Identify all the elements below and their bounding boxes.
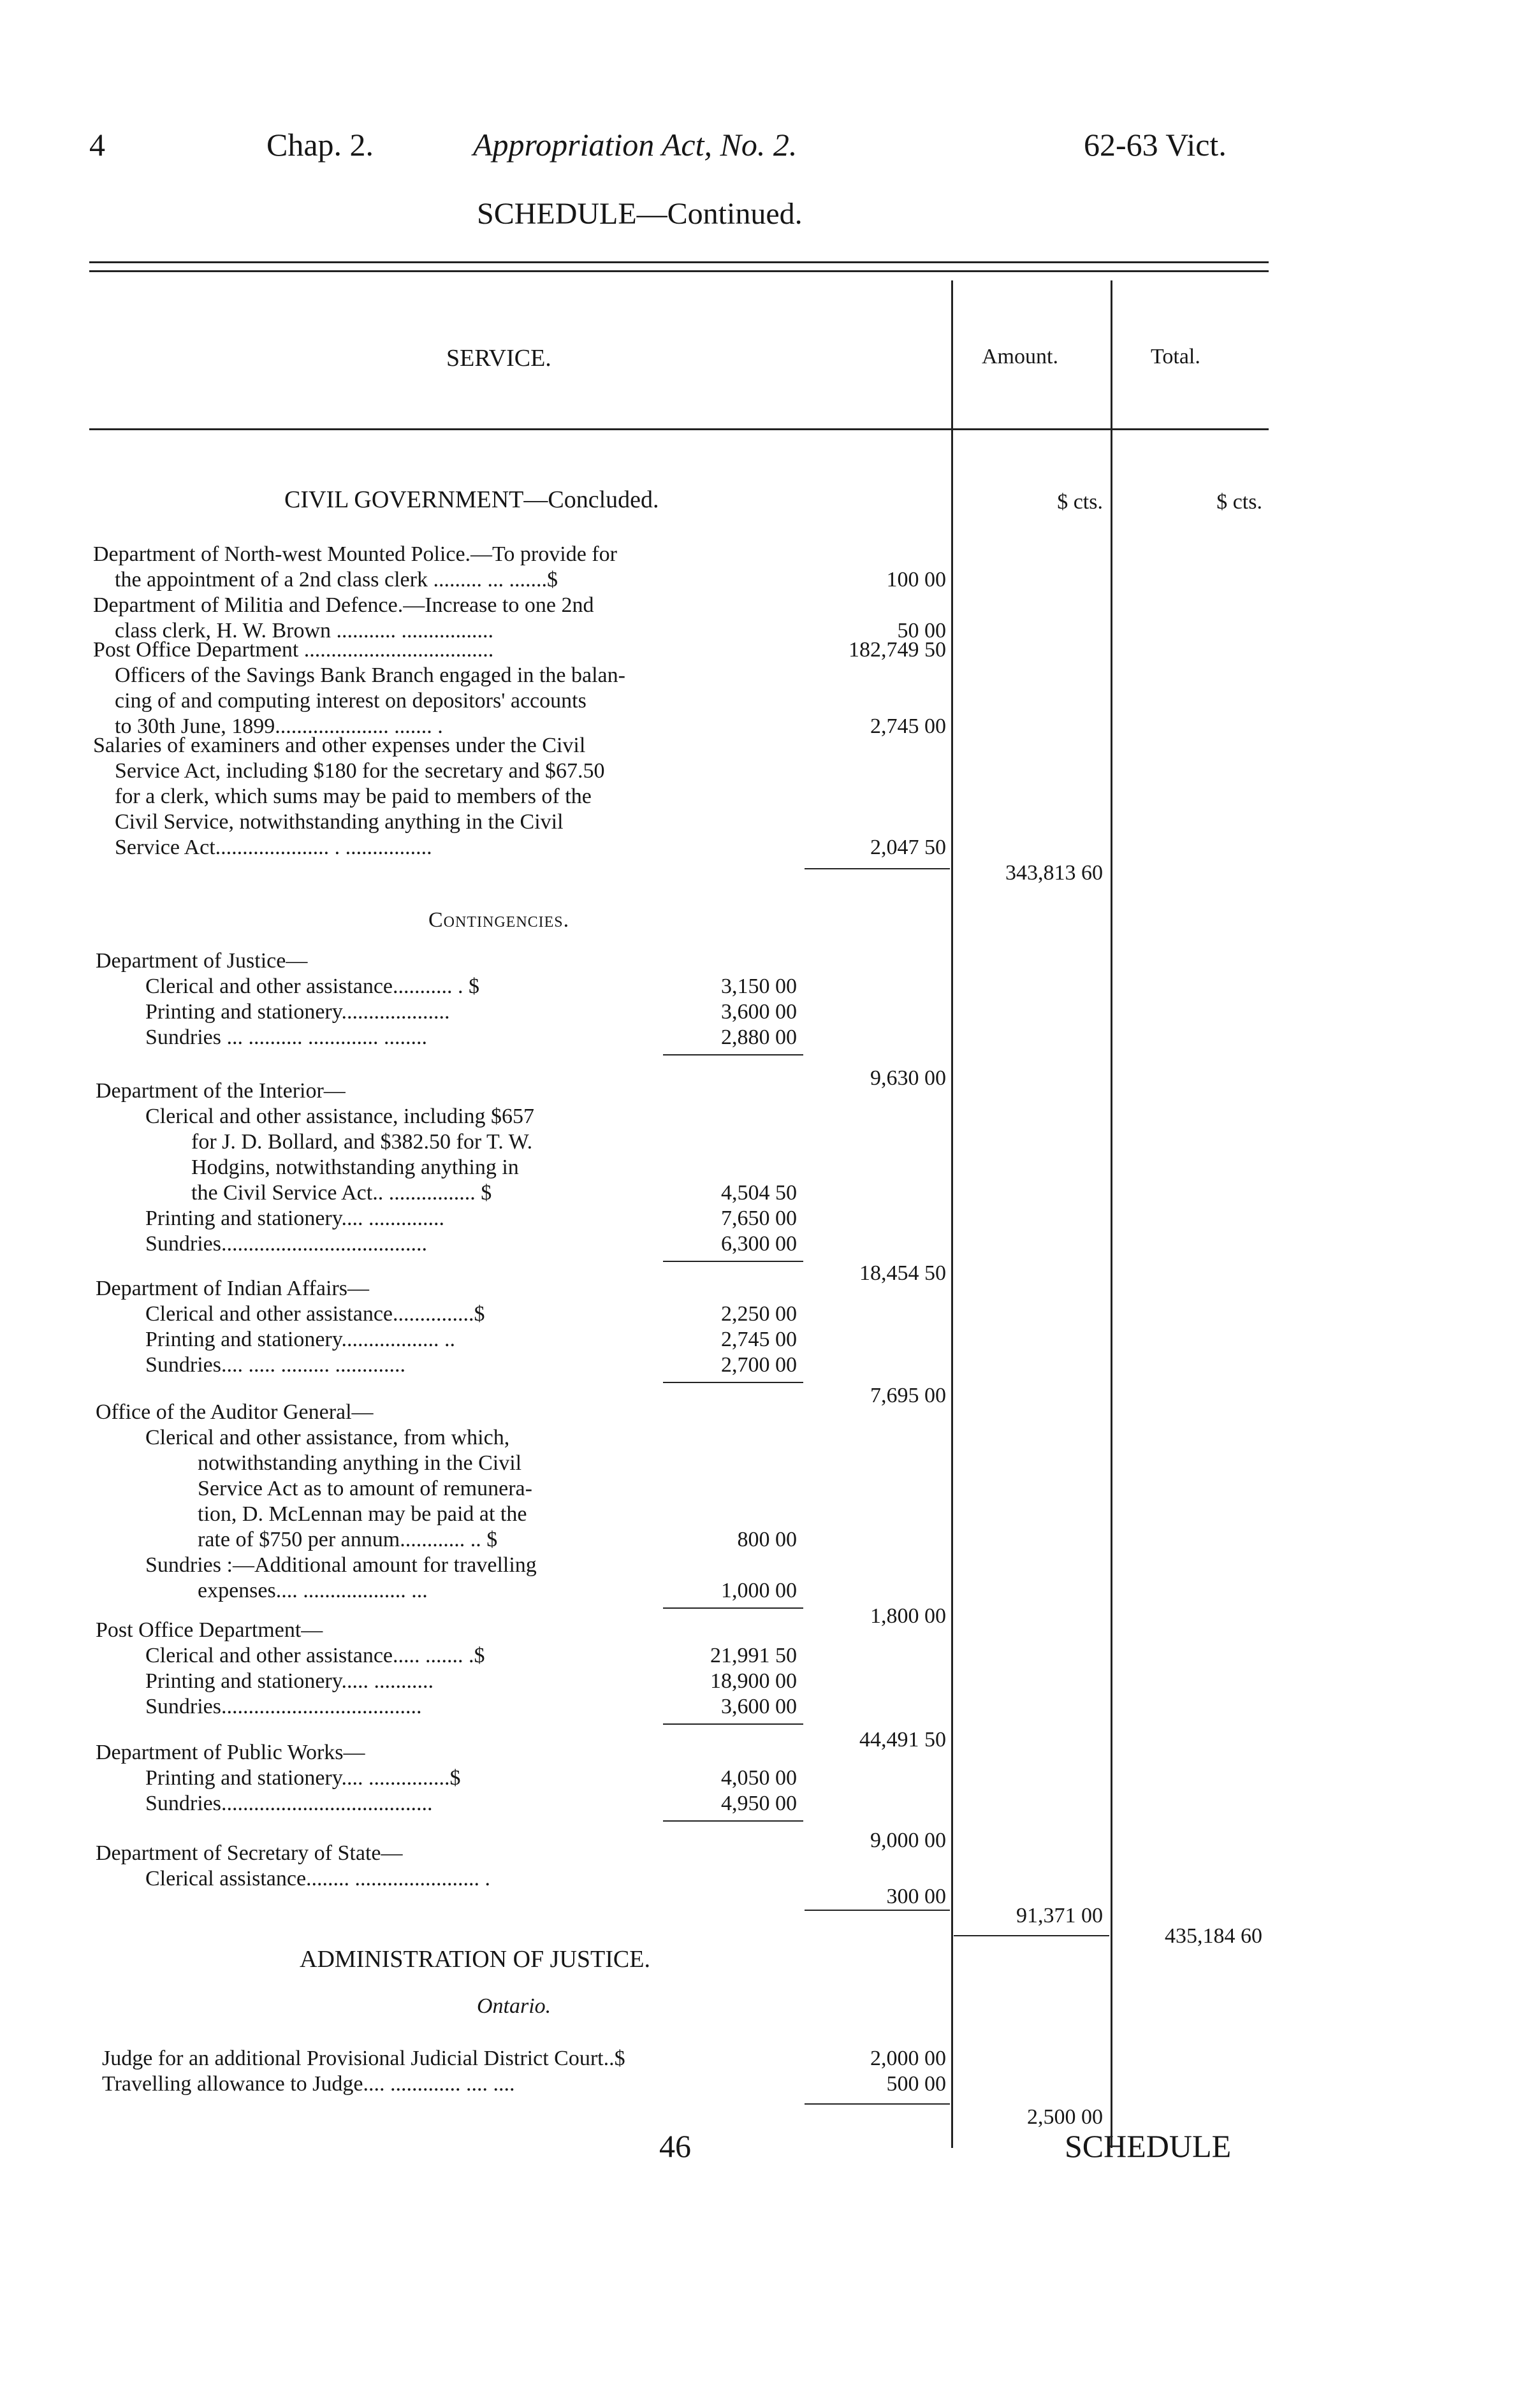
- justice-amount-total: 2,500 00: [1027, 2105, 1103, 2129]
- contingency-item-label: Clerical and other assistance, including $657: [145, 1105, 534, 1128]
- contingency-subtotal: 9,630 00: [870, 1066, 946, 1090]
- justice-item-value: 500 00: [886, 2072, 946, 2096]
- contingency-item-value: 3,600 00: [721, 1695, 797, 1718]
- civil-item-line: Department of North-west Mounted Police.—To provide for: [93, 542, 617, 566]
- contingency-item-label: Sundries......................................: [145, 1232, 427, 1256]
- civil-item-line: Officers of the Savings Bank Branch engaged in the balan-: [115, 664, 625, 687]
- civil-item-value: 2,745 00: [870, 714, 946, 738]
- department-name: Office of the Auditor General—: [96, 1400, 374, 1424]
- contingency-item-label: Clerical and other assistance..... ....... .$: [145, 1644, 485, 1667]
- total-units: $ cts.: [1216, 490, 1262, 514]
- contingency-item-label: the Civil Service Act.. ................ $: [191, 1181, 492, 1205]
- column-header-service: SERVICE.: [446, 345, 551, 372]
- civil-item-value: 2,047 50: [870, 836, 946, 859]
- contingency-item-value: 18,900 00: [710, 1669, 797, 1693]
- department-name: Post Office Department—: [96, 1618, 323, 1642]
- catchword: SCHEDULE: [1065, 2128, 1232, 2164]
- section-heading-contingencies: Contingencies.: [428, 908, 570, 932]
- contingency-item-value: 7,650 00: [721, 1207, 797, 1230]
- contingency-item-label: Printing and stationery.... ...............$: [145, 1766, 461, 1790]
- contingency-item-label: Clerical and other assistance........... . $: [145, 975, 480, 998]
- contingency-item-label: Hodgins, notwithstanding anything in: [191, 1156, 519, 1179]
- civil-item-line: for a clerk, which sums may be paid to members of the: [115, 785, 592, 808]
- civil-item-line: cing of and computing interest on depositors' accounts: [115, 689, 587, 713]
- civil-item-line: class clerk, H. W. Brown ........... .................: [115, 619, 494, 642]
- contingency-item-value: 800 00: [737, 1528, 797, 1551]
- grand-total: 435,184 60: [1165, 1924, 1262, 1948]
- subtotal-rule: [663, 1723, 803, 1725]
- contingency-item-label: Clerical and other assistance...............$: [145, 1302, 485, 1326]
- contingency-item-value: 3,600 00: [721, 1000, 797, 1024]
- contingencies-amount-total: 91,371 00: [1016, 1904, 1103, 1927]
- column-header-amount: Amount.: [982, 345, 1058, 368]
- contingency-item-value: 4,504 50: [721, 1181, 797, 1205]
- page-number: 4: [89, 127, 105, 163]
- contingency-item-label: for J. D. Bollard, and $382.50 for T. W.: [191, 1130, 533, 1154]
- contingency-item-label: Sundries.... ..... ......... .............: [145, 1353, 405, 1377]
- civil-item-line: Department of Militia and Defence.—Increase to one 2nd: [93, 593, 594, 617]
- contingency-item-value: 2,700 00: [721, 1353, 797, 1377]
- chapter-label: Chap. 2.: [266, 127, 374, 163]
- department-name: Department of Secretary of State—: [96, 1841, 403, 1865]
- subtotal-rule: [663, 1054, 803, 1055]
- contingency-item-label: Clerical and other assistance, from which,: [145, 1426, 510, 1449]
- contingency-item-label: Printing and stationery....................: [145, 1000, 450, 1024]
- contingency-item-value: 2,745 00: [721, 1328, 797, 1351]
- rule-top-2: [89, 270, 1269, 272]
- contingency-subtotal: 1,800 00: [870, 1604, 946, 1628]
- subtotal-rule: [663, 1382, 803, 1383]
- contingency-subtotal: 44,491 50: [859, 1728, 946, 1752]
- footer-page-number: 46: [659, 2128, 691, 2164]
- contingency-subtotal: 9,000 00: [870, 1829, 946, 1852]
- contingency-item-value: 1,000 00: [721, 1579, 797, 1602]
- contingency-item-value: 2,880 00: [721, 1026, 797, 1049]
- civil-item-value: 100 00: [886, 568, 946, 591]
- department-name: Department of Justice—: [96, 949, 308, 973]
- contingency-item-label: Sundries ... .......... ............. ........: [145, 1026, 427, 1049]
- contingency-item-label: notwithstanding anything in the Civil: [198, 1451, 522, 1475]
- contingency-item-value: 2,250 00: [721, 1302, 797, 1326]
- civil-item-value: 182,749 50: [849, 638, 946, 662]
- act-title: Appropriation Act, No. 2.: [473, 127, 798, 163]
- contingency-item-label: rate of $750 per annum............ .. $: [198, 1528, 498, 1551]
- session-label: 62-63 Vict.: [1084, 127, 1227, 163]
- contingency-item-value: 3,150 00: [721, 975, 797, 998]
- amount-units: $ cts.: [1057, 490, 1103, 514]
- civil-item-line: Service Act..................... . ................: [115, 836, 432, 859]
- rule-top-1: [89, 261, 1269, 263]
- civil-item-line: Civil Service, notwithstanding anything in the Civil: [115, 810, 564, 834]
- department-name: Department of the Interior—: [96, 1079, 346, 1103]
- contingency-item-label: expenses.... ................... ...: [198, 1579, 428, 1602]
- contingency-item-label: Printing and stationery.................. ..: [145, 1328, 456, 1351]
- column-header-total: Total.: [1151, 345, 1200, 368]
- justice-item-value: 2,000 00: [870, 2047, 946, 2070]
- col-divider-1: [951, 280, 953, 2148]
- civil-item-line: to 30th June, 1899..................... ....... .: [115, 714, 443, 738]
- civil-item-line: Salaries of examiners and other expenses under the Civil: [93, 734, 586, 757]
- amount-sum-rule: [954, 1935, 1109, 1936]
- section-heading-civil: CIVIL GOVERNMENT—Concluded.: [284, 486, 659, 513]
- subtotal-rule: [663, 1820, 803, 1822]
- department-name: Department of Indian Affairs—: [96, 1277, 369, 1300]
- schedule-title: SCHEDULE—Continued.: [477, 197, 803, 231]
- contingency-item-label: Sundries.....................................: [145, 1695, 422, 1718]
- rule-header-bottom: [89, 428, 1269, 430]
- subtotal-rule: [663, 1261, 803, 1262]
- civil-item-line: Service Act, including $180 for the secretary and $67.50: [115, 759, 605, 783]
- civil-amount-total: 343,813 60: [1005, 861, 1103, 885]
- contingency-item-value: 21,991 50: [710, 1644, 797, 1667]
- contingency-item-label: Sundries :—Additional amount for travelling: [145, 1553, 537, 1577]
- subtotal-rule: [663, 1607, 803, 1609]
- justice-item-label: Travelling allowance to Judge.... ............. .... ....: [102, 2072, 515, 2096]
- contingency-subtotal: 7,695 00: [870, 1384, 946, 1407]
- civil-sum-rule: [805, 868, 950, 869]
- department-name: Department of Public Works—: [96, 1741, 365, 1764]
- contingency-subtotal: 18,454 50: [859, 1261, 946, 1285]
- contingency-item-value: 4,050 00: [721, 1766, 797, 1790]
- contingency-item-label: Service Act as to amount of remunera-: [198, 1477, 532, 1500]
- contingency-item-label: Printing and stationery..... ...........: [145, 1669, 434, 1693]
- province-heading: Ontario.: [477, 1994, 551, 2018]
- section-heading-justice: ADMINISTRATION OF JUSTICE.: [300, 1946, 650, 1973]
- justice-sum-rule: [805, 2103, 950, 2105]
- contingency-item-value: 4,950 00: [721, 1792, 797, 1815]
- civil-item-value: 50 00: [897, 619, 946, 642]
- justice-item-label: Judge for an additional Provisional Judicial District Court..$: [102, 2047, 625, 2070]
- civil-item-line: Post Office Department ...................................: [93, 638, 494, 662]
- contingency-item-label: tion, D. McLennan may be paid at the: [198, 1502, 527, 1526]
- col-divider-2: [1111, 280, 1112, 2148]
- contingency-item-value: 6,300 00: [721, 1232, 797, 1256]
- contingencies-sum-rule: [805, 1910, 950, 1911]
- contingency-subtotal: 300 00: [886, 1885, 946, 1908]
- contingency-item-label: Sundries.......................................: [145, 1792, 433, 1815]
- contingency-item-label: Printing and stationery.... ..............: [145, 1207, 445, 1230]
- civil-item-line: the appointment of a 2nd class clerk ......... ... .......$: [115, 568, 558, 591]
- contingency-item-label: Clerical assistance........ ....................... .: [145, 1867, 491, 1890]
